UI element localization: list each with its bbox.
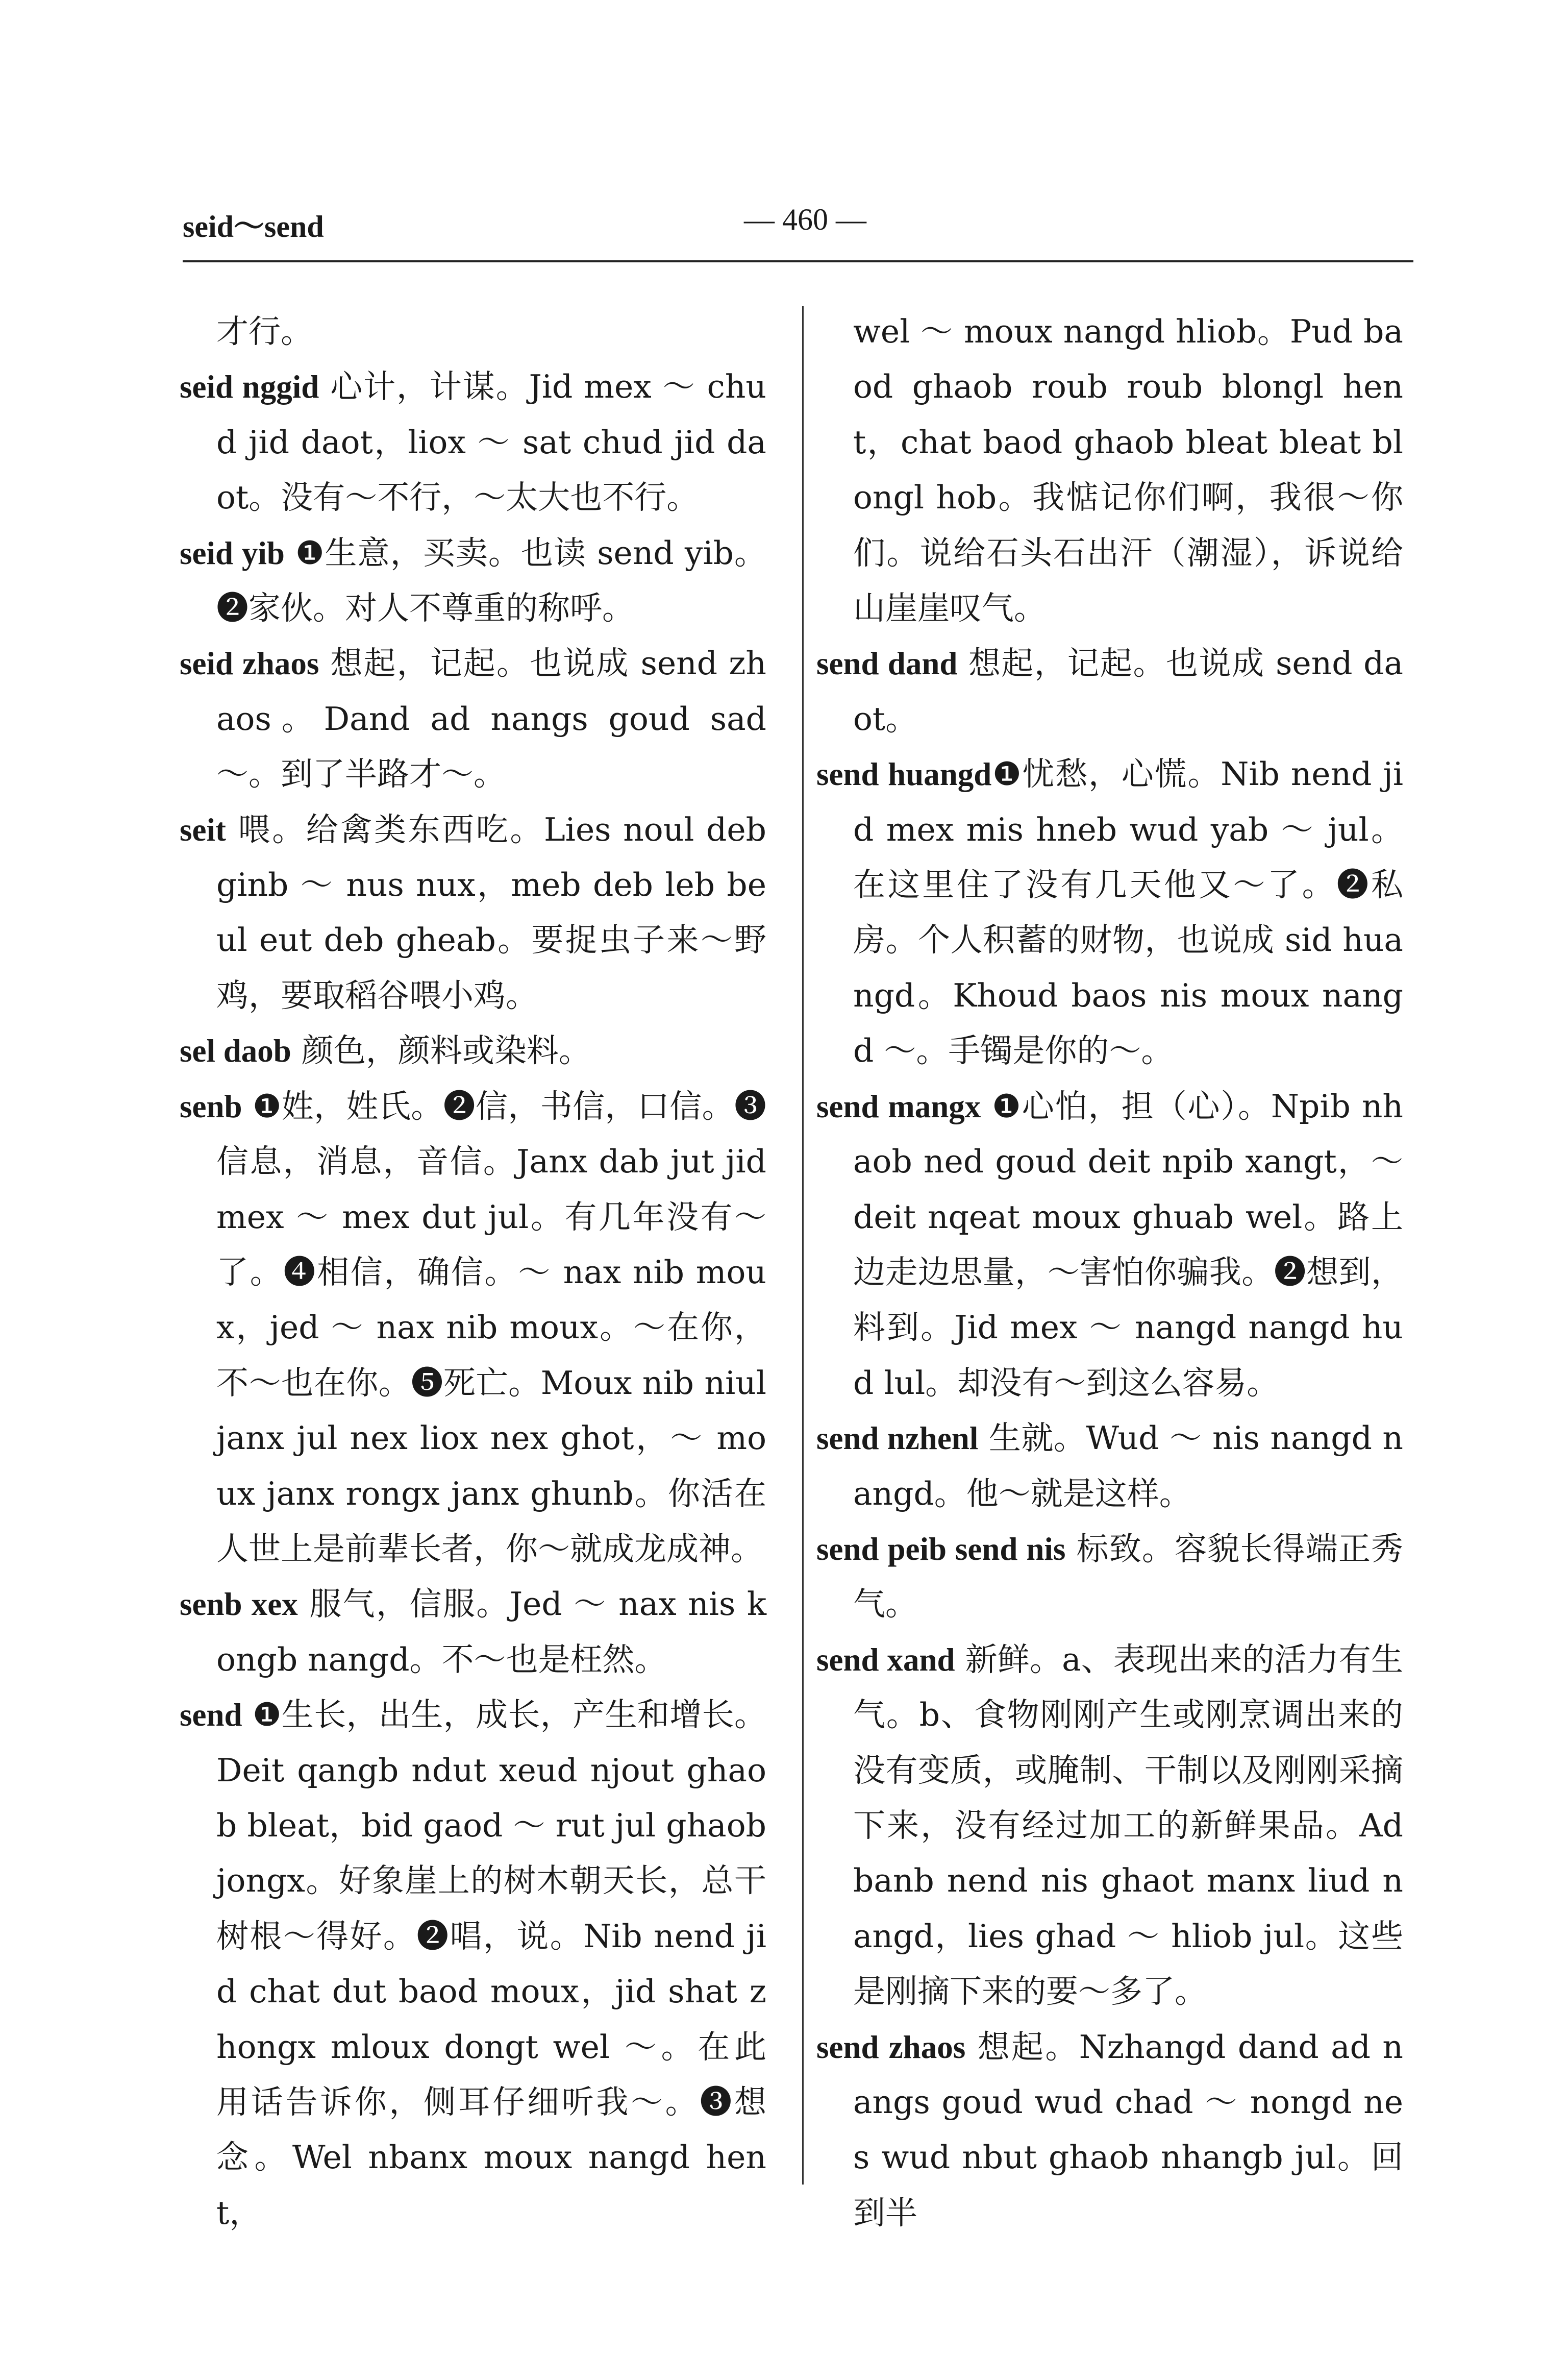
entry-headword: send huangd — [816, 756, 992, 793]
entry-definition: wel ～ moux nangd hliob。Pud baod ghaob roub roub blongl hent，chat baod ghaob bleat bleat blongl hob。我惦记你们啊，我很～你们。说给石头石出汗（潮湿），诉说给山崖崖叹气。 — [853, 313, 1403, 627]
dictionary-entry — [180, 526, 766, 636]
entry-definition: ❶姓，姓氏。❷信，书信，口信。❸信息，消息，音信。Janx dab jut jid mex ～ mex dut jul。有几年没有～了。❹相信，确信。～ nax nib moux，jed ～ nax nib moux。～在你，不～也在你。❺死亡。Moux nib niul janx jul nex liox nex ghot，～ moux janx rongx janx ghunb。你活在人世上是前辈长者，你～就成龙成神。 — [216, 1087, 766, 1567]
dictionary-entry — [816, 1632, 1403, 2020]
dictionary-entry — [180, 1079, 766, 1577]
entry-definition: 想起。Nzhangd dand ad nangs goud wud chad ～ nongd nes wud nbut ghaob nhangb jul。回到半 — [853, 2028, 1403, 2231]
entry-definition: ❶忧愁，心慌。Nib nend jid mex mis hneb wud yab ～ jul。在这里住了没有几天他又～了。❷私房。个人积蓄的财物，也说成 sid huangd。Khoud baos nis moux nangd ～。手镯是你的～。 — [853, 755, 1403, 1070]
entry-headword: send nzhenl — [816, 1420, 979, 1457]
entry-headword: send zhaos — [816, 2029, 966, 2065]
running-head: seid～send — [183, 210, 324, 243]
left-column — [180, 304, 766, 2241]
dictionary-entry — [180, 1023, 766, 1078]
entry-headword: send dand — [816, 646, 958, 682]
entry-headword: seid nggid — [180, 369, 319, 405]
entry-headword: send — [180, 1697, 242, 1733]
dictionary-entry — [816, 636, 1403, 747]
entry-definition: 颜色，颜料或染料。 — [291, 1032, 591, 1070]
column-divider — [802, 306, 804, 2185]
dictionary-entry — [816, 747, 1403, 1078]
entry-headword: seid yib — [180, 535, 285, 571]
dictionary-entry — [816, 2020, 1403, 2241]
dictionary-entry — [180, 802, 766, 1024]
dictionary-entry — [816, 1522, 1403, 1632]
entry-definition: 才行。 — [216, 313, 313, 350]
entry-definition: 想起，记起。也说成 send daot。 — [853, 645, 1404, 738]
dictionary-entry — [180, 1687, 766, 2241]
entry-headword: seit — [180, 812, 226, 848]
entry-definition: ❶生意，买卖。也读 send yib。❷家伙。对人不尊重的称呼。 — [216, 534, 766, 627]
dictionary-entry — [180, 304, 766, 359]
entry-definition: ❶心怕，担（心）。Npib nhaob ned goud deit npib xangt，～ deit nqeat moux ghuab wel。路上边走边思量，～害怕你骗我。❷想到，料到。Jid mex ～ nangd nangd hud lul。却没有～到这么容易。 — [853, 1087, 1403, 1402]
entry-headword: senb xex — [180, 1586, 298, 1623]
entry-definition: 心计，计谋。Jid mex ～ chud jid daot，liox ～ sat chud jid daot。没有～不行，～太大也不行。 — [216, 368, 766, 517]
dictionary-entry — [180, 1577, 766, 1687]
entry-definition: 标致。容貌长得端正秀气。 — [853, 1530, 1403, 1623]
entry-definition: 新鲜。a、表现出来的活力有生气。b、食物刚刚产生或刚烹调出来的没有变质，或腌制、干制以及刚刚采摘下来，没有经过加工的新鲜果品。Ad banb nend nis ghaot manx liud nangd，lies ghad ～ hliob jul。这些是刚摘下来的要～多了。 — [853, 1640, 1403, 2010]
entry-headword: senb — [180, 1088, 242, 1124]
right-column — [816, 304, 1403, 2241]
entry-headword: send mangx — [816, 1088, 981, 1124]
dictionary-entry — [816, 304, 1403, 636]
entry-definition: 想起，记起。也说成 send zhaos。Dand ad nangs goud sad ～。到了半路才～。 — [216, 645, 766, 793]
entry-definition: ❶生长，出生，成长，产生和增长。Deit qangb ndut xeud njout ghaob bleat，bid gaod ～ rut jul ghaob jongx。好象崖上的树木朝天长，总干树根～得好。❷唱，说。Nib nend jid chat dut baod moux，jid shat zhongx mloux dongt wel ～。在此用话告诉你，侧耳仔细听我～。❸想念。Wel nbanx moux nangd hent， — [216, 1696, 766, 2231]
entry-headword: seid zhaos — [180, 646, 319, 682]
page-header — [183, 202, 1413, 259]
entry-headword: sel daob — [180, 1033, 291, 1069]
dictionary-entry — [816, 1411, 1403, 1522]
entry-headword: send peib send nis — [816, 1531, 1066, 1567]
entry-definition: 喂。给禽类东西吃。Lies noul deb ginb ～ nus nux，meb deb leb beul eut deb gheab。要捉虫子来～野鸡，要取稻谷喂小鸡。 — [216, 811, 766, 1014]
entry-definition: 服气，信服。Jed ～ nax nis kongb nangd。不～也是枉然。 — [216, 1585, 766, 1678]
header-rule — [183, 260, 1413, 262]
dictionary-entry — [180, 636, 766, 802]
entry-definition: 生就。Wud ～ nis nangd nangd。他～就是这样。 — [853, 1419, 1403, 1512]
entry-headword: send xand — [816, 1641, 955, 1678]
dictionary-entry — [180, 359, 766, 525]
page-number: — 460 — — [744, 203, 866, 236]
dictionary-entry — [816, 1079, 1403, 1411]
